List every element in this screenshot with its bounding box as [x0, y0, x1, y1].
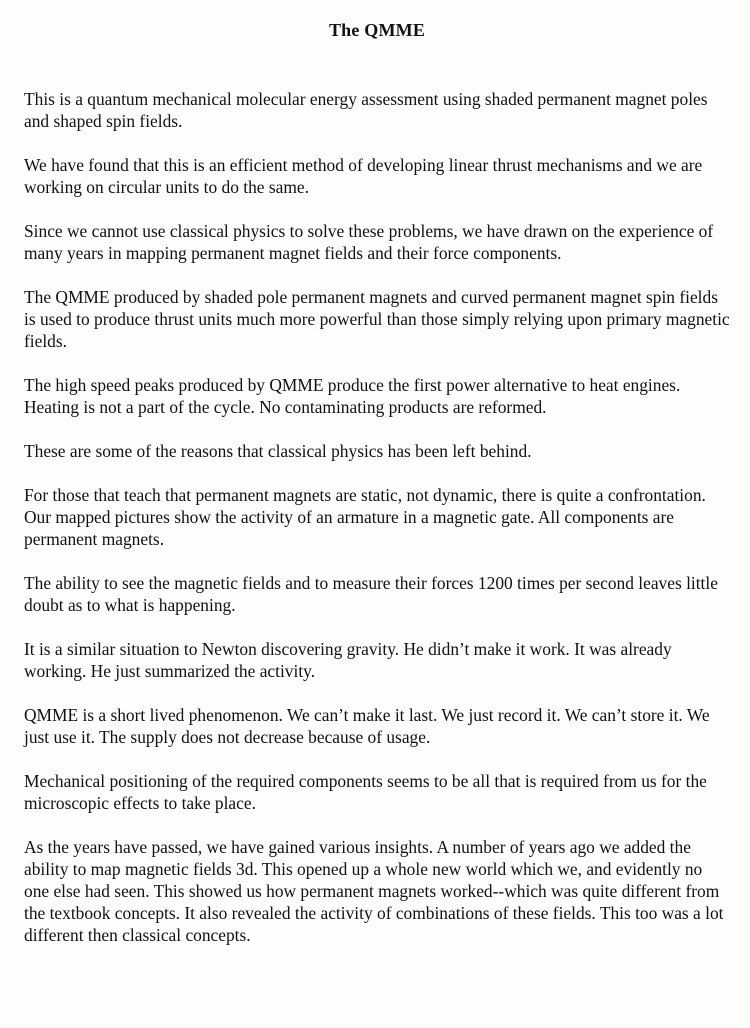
paragraph-reasons: These are some of the reasons that classical physics has been left behind. [24, 441, 532, 461]
paragraph-static-dynamic: For those that teach that permanent magnets are static, not dynamic, there is quite a confrontation. Our mapped pictures show the activity of an armature in a magnetic gate. All components are permanent magnets. [24, 485, 706, 549]
paragraph-intro: This is a quantum mechanical molecular energy assessment using shaded permanent magnet poles and shaped spin fields. [24, 89, 708, 131]
paragraph-insights: As the years have passed, we have gained various insights. A number of years ago we added the ability to map magnetic fields 3d. This opened up a whole new world which we, and evidently no one else had seen. This showed us how permanent magnets worked--which was quite different from the textbook concepts. It also revealed the activity of combinations of these fields. This too was a lot different then classical concepts. [24, 837, 724, 945]
paragraph-short-lived: QMME is a short lived phenomenon. We can’t make it last. We just record it. We can’t store it. We just use it. The supply does not decrease because of usage. [24, 705, 710, 747]
paragraph-measure-forces: The ability to see the magnetic fields and to measure their forces 1200 times per second leaves little doubt as to what is happening. [24, 573, 718, 615]
paragraph-classical-physics: Since we cannot use classical physics to solve these problems, we have drawn on the experience of many years in mapping permanent magnet fields and their force components. [24, 221, 714, 263]
paragraph-linear-thrust: We have found that this is an efficient method of developing linear thrust mechanisms and we are working on circular units to do the same. [24, 155, 703, 197]
paragraph-newton: It is a similar situation to Newton discovering gravity. He didn’t make it work. It was already working. He just summarized the activity. [24, 639, 672, 681]
document-title: The QMME [328, 20, 426, 40]
paragraph-high-speed-peaks: The high speed peaks produced by QMME produce the first power alternative to heat engines. Heating is not a part of the cycle. No contaminating products are reformed. [24, 375, 681, 417]
paragraph-mechanical-positioning: Mechanical positioning of the required components seems to be all that is required from us for the microscopic effects to take place. [24, 771, 707, 813]
paragraph-shaded-pole: The QMME produced by shaded pole permanent magnets and curved permanent magnet spin fields is used to produce thrust units much more powerful than those simply relying upon primary magnetic fields. [24, 287, 730, 351]
